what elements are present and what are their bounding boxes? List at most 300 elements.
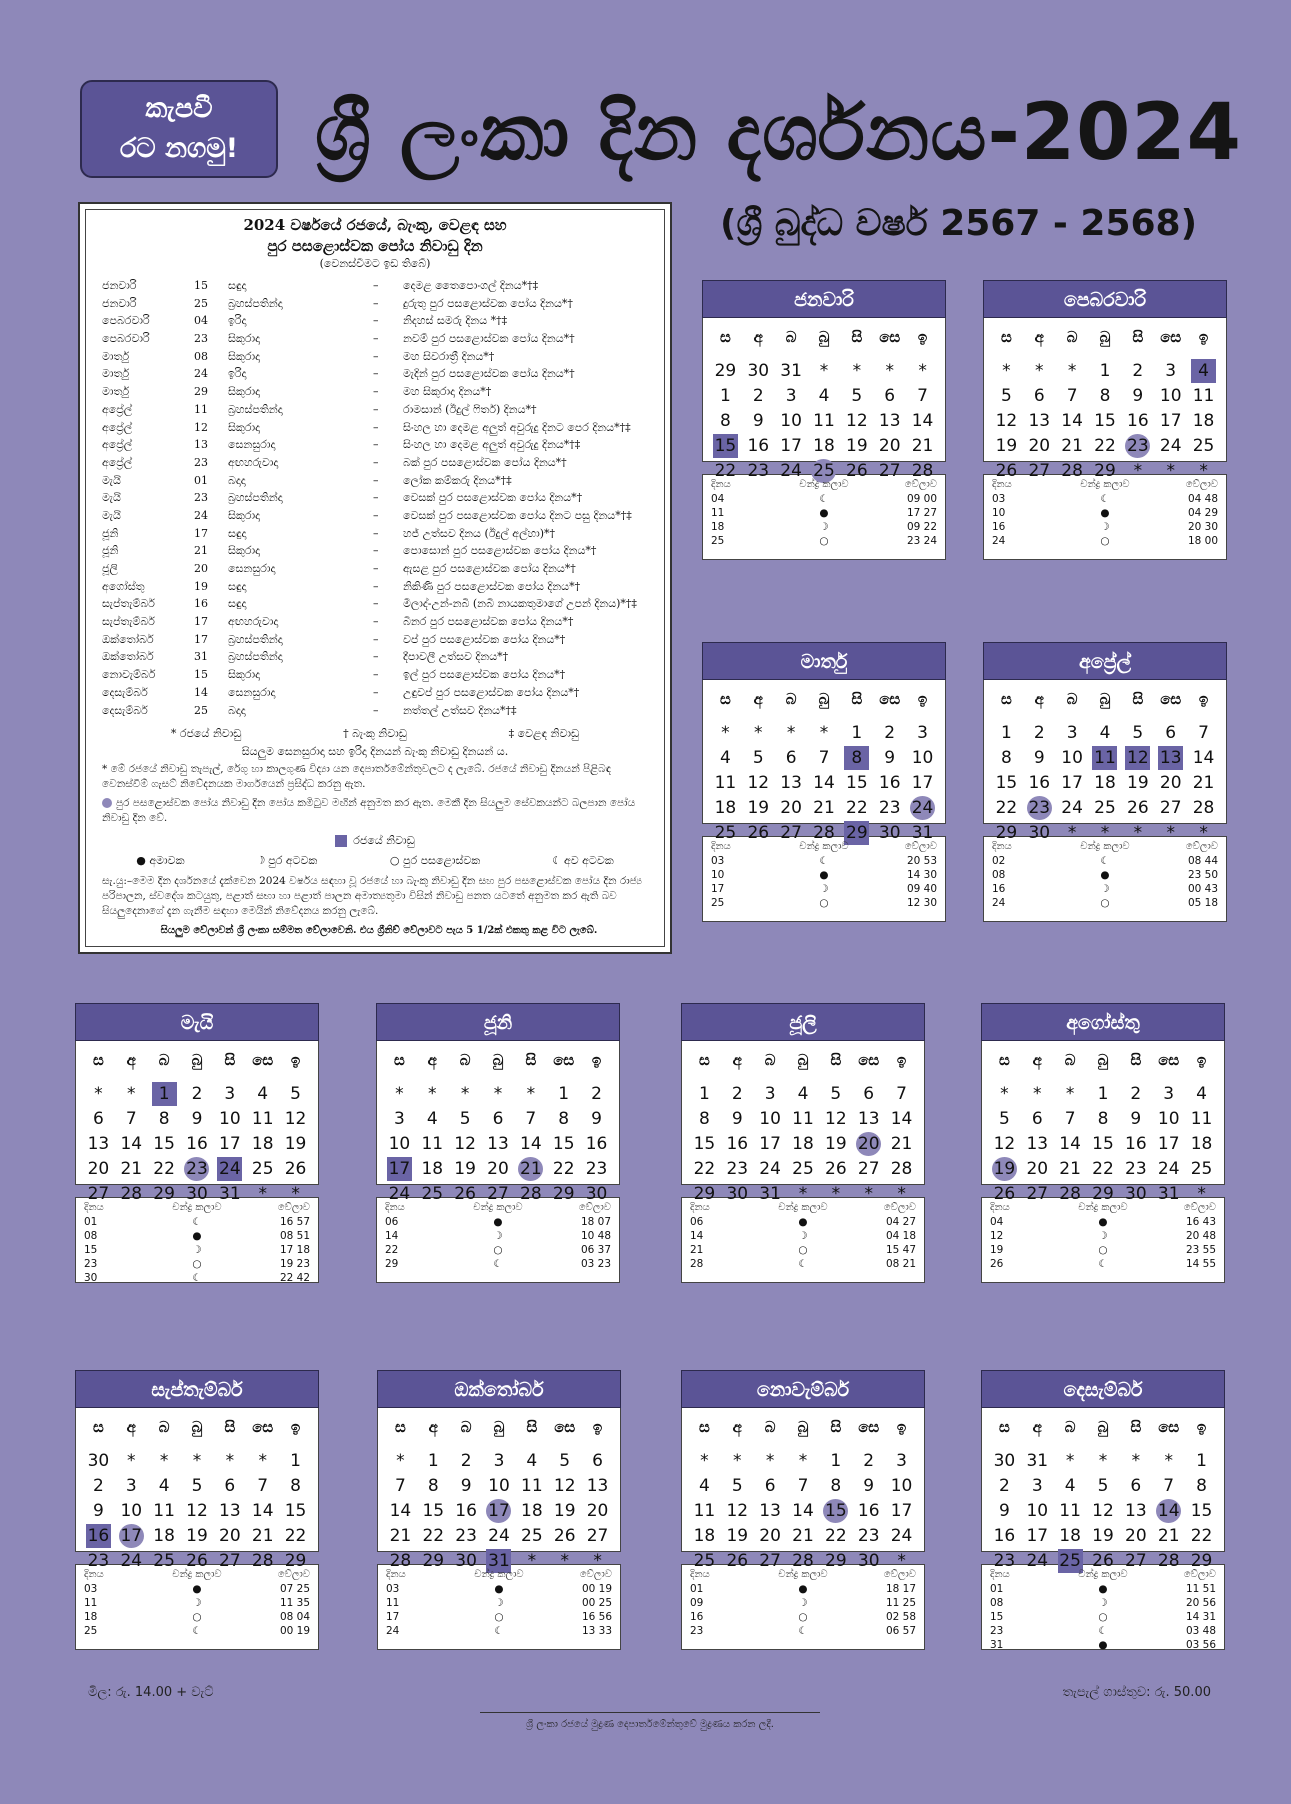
day-cell bbox=[115, 1081, 148, 1106]
day-cell bbox=[1152, 1523, 1185, 1548]
day-number: 16 bbox=[993, 1525, 1016, 1546]
day-number: 29 bbox=[693, 1183, 716, 1204]
day-number: 11 bbox=[792, 1108, 814, 1129]
holiday-month: ජූලි bbox=[102, 562, 118, 575]
day-cell bbox=[990, 770, 1023, 795]
phase-date: 03 bbox=[711, 855, 725, 867]
holiday-month: මාර්තු bbox=[102, 385, 130, 399]
month-grid bbox=[681, 1408, 925, 1571]
holiday-weekday: සඳුදා bbox=[228, 279, 247, 292]
weekday-label: සි bbox=[526, 1418, 538, 1436]
moon-phase-row bbox=[990, 1638, 1216, 1652]
moon-phase-header bbox=[992, 840, 1218, 854]
holiday-row bbox=[80, 383, 670, 401]
day-cell bbox=[1119, 1523, 1152, 1548]
phase-header-phase: චන්ද්‍ර කලාව bbox=[799, 479, 849, 490]
day-number: * bbox=[885, 360, 894, 381]
note-poya-row bbox=[80, 796, 670, 826]
moon-phase-icon: ☾ bbox=[798, 1258, 808, 1270]
day-cell bbox=[840, 383, 873, 408]
moon-phase-row bbox=[690, 1257, 916, 1271]
holiday-name: වප් පුර පසළොස්වක පෝය දිනය*† bbox=[403, 632, 566, 646]
phase-date: 09 bbox=[690, 1597, 704, 1609]
moon-phase-icon: ☾ bbox=[494, 1625, 504, 1637]
phase-date: 23 bbox=[84, 1258, 98, 1270]
day-cell bbox=[873, 720, 906, 745]
phase-date: 10 bbox=[992, 507, 1006, 519]
holiday-day: 25 bbox=[194, 703, 208, 717]
day-number: 14 bbox=[1061, 410, 1083, 431]
day-cell bbox=[885, 1106, 918, 1131]
day-cell bbox=[819, 1523, 852, 1548]
phase-date: 29 bbox=[385, 1258, 399, 1270]
moon-phase-icon: ○ bbox=[494, 1611, 504, 1623]
weekday-label: සි bbox=[1132, 328, 1144, 346]
day-number: 1 bbox=[1196, 1450, 1207, 1471]
moon-phase-icon: ☽ bbox=[1100, 521, 1110, 533]
phase-time: 18 07 bbox=[580, 1216, 611, 1228]
holiday-weekday: බ්‍රහස්පතින්දා bbox=[228, 296, 283, 310]
day-number: 13 bbox=[1159, 747, 1182, 768]
day-number: 17 bbox=[759, 1133, 781, 1154]
day-number: 27 bbox=[780, 822, 802, 843]
day-cell bbox=[721, 1473, 754, 1498]
weekday-label: සි bbox=[1132, 690, 1144, 708]
day-number: * bbox=[918, 360, 927, 381]
day-number: 7 bbox=[1198, 722, 1209, 743]
day-number: * bbox=[1100, 822, 1110, 843]
month-name: මැයි bbox=[75, 1003, 319, 1041]
moon-phase-icon: ● bbox=[819, 507, 829, 519]
day-cell bbox=[873, 433, 906, 458]
day-cell bbox=[852, 1106, 885, 1131]
moon-phase-icon: ☾ bbox=[493, 1258, 503, 1270]
day-cell bbox=[1152, 1081, 1185, 1106]
moon-phase-icon: ○ bbox=[192, 1611, 202, 1623]
phase-time: 06 37 bbox=[580, 1244, 611, 1256]
day-cell bbox=[483, 1473, 516, 1498]
moon-phase-icon: ● bbox=[493, 1216, 503, 1228]
day-number: 31 bbox=[219, 1183, 241, 1204]
day-cell bbox=[688, 1106, 721, 1131]
day-number: 4 bbox=[1191, 359, 1216, 383]
day-number: 12 bbox=[553, 1475, 576, 1496]
day-cell bbox=[1152, 1448, 1185, 1473]
day-cell bbox=[1087, 1156, 1120, 1181]
day-cell bbox=[1023, 720, 1056, 745]
moon-phase-header bbox=[711, 478, 937, 492]
day-number: 21 bbox=[911, 435, 934, 456]
day-cell bbox=[840, 408, 873, 433]
weekday-label: සෙ bbox=[1160, 690, 1182, 708]
holiday-row bbox=[80, 348, 670, 366]
day-number: 21 bbox=[890, 1133, 913, 1154]
day-cell bbox=[1087, 1498, 1120, 1523]
holiday-month: මාර්තු bbox=[102, 367, 130, 381]
day-number: * bbox=[831, 1183, 841, 1204]
weekday-header bbox=[988, 1045, 1218, 1075]
day-number: 25 bbox=[1094, 797, 1116, 818]
day-cell bbox=[1089, 720, 1122, 745]
moon-phase-icon: ● bbox=[192, 1583, 202, 1595]
phase-date: 17 bbox=[386, 1611, 400, 1623]
day-number: 20 bbox=[759, 1525, 781, 1546]
day-number: 6 bbox=[224, 1475, 236, 1496]
day-number: * bbox=[1133, 460, 1143, 481]
phase-time: 03 56 bbox=[1185, 1639, 1216, 1651]
day-number: 2 bbox=[191, 1083, 203, 1104]
day-number: 30 bbox=[186, 1183, 208, 1204]
day-cell bbox=[1021, 1106, 1054, 1131]
day-cell bbox=[709, 720, 742, 745]
moon-phase-row bbox=[711, 868, 937, 882]
day-cell bbox=[742, 720, 775, 745]
holiday-dash: – bbox=[373, 438, 379, 452]
day-number: 16 bbox=[186, 1133, 208, 1154]
day-number: 2 bbox=[752, 385, 764, 406]
day-number: 9 bbox=[591, 1108, 602, 1129]
holiday-dash: – bbox=[373, 615, 379, 629]
day-cell bbox=[885, 1498, 918, 1523]
day-cell bbox=[1087, 1131, 1120, 1156]
holiday-dash: – bbox=[373, 473, 379, 487]
day-number: 1 bbox=[152, 1082, 177, 1106]
day-number: 21 bbox=[120, 1158, 143, 1179]
day-cell bbox=[581, 1448, 614, 1473]
weekday-label: ස bbox=[93, 1418, 104, 1436]
day-number: 24 bbox=[780, 460, 802, 481]
phase-time: 14 31 bbox=[1185, 1611, 1216, 1623]
day-number: 4 bbox=[797, 1083, 809, 1104]
moon-phase-table bbox=[702, 474, 946, 560]
holiday-name: දුරුතු පුර පසළොස්වක පෝය දිනය*† bbox=[403, 296, 573, 310]
day-number: 22 bbox=[1094, 435, 1116, 456]
moon-phase-icon: ☾ bbox=[192, 1216, 202, 1228]
weekday-label: සෙ bbox=[554, 1418, 576, 1436]
holiday-month: දෙසැම්බර් bbox=[102, 685, 148, 699]
day-number: 15 bbox=[995, 772, 1018, 793]
phase-time: 00 43 bbox=[1187, 883, 1218, 895]
month-name: ජූලි bbox=[681, 1003, 925, 1041]
moon-phase-row bbox=[84, 1596, 310, 1610]
day-number: 13 bbox=[1028, 410, 1051, 431]
moon-phase-row bbox=[992, 534, 1218, 548]
phase-date: 11 bbox=[84, 1597, 98, 1609]
day-number: 17 bbox=[780, 435, 802, 456]
note-public: * මේ රජයේ නිවාඩු තැපැල්, රේගු හා කාලගුණ විද්‍යා යන දෙපාර්තමේන්තුවලට ද ලැබේ. රජයේ නිවාඩු දිනයන් පිළිබඳ වෙනස්වීම් ගැසට් නිවේදනයක මාර්ගයෙන් ප්‍රසිද්ධ කරනු ඇත. bbox=[102, 763, 612, 791]
moon-phase-icon: ○ bbox=[798, 1611, 808, 1623]
day-number: 7 bbox=[797, 1475, 809, 1496]
day-number: 25 bbox=[153, 1550, 175, 1571]
holiday-dash: – bbox=[373, 296, 379, 310]
moon-phase-icon: ○ bbox=[798, 1244, 808, 1256]
day-number: 16 bbox=[747, 435, 770, 456]
moon-phase-row bbox=[990, 1624, 1216, 1638]
day-number: 1 bbox=[699, 1083, 710, 1104]
holiday-weekday: අඟහරුවාදා bbox=[228, 455, 279, 469]
holiday-weekday: සිකුරාදා bbox=[228, 349, 260, 363]
day-cell bbox=[754, 1498, 787, 1523]
holiday-day: 23 bbox=[194, 455, 208, 469]
day-number: * bbox=[1065, 1450, 1075, 1471]
phase-date: 24 bbox=[992, 897, 1006, 909]
month-calendar bbox=[75, 1370, 319, 1650]
day-number: 24 bbox=[1159, 435, 1182, 456]
month-name: සැප්තැම්බර් bbox=[75, 1370, 319, 1408]
moon-phase-header bbox=[690, 1201, 916, 1215]
moon-phase-icon: ○ bbox=[493, 1244, 503, 1256]
day-number: 28 bbox=[1192, 797, 1215, 818]
weekday-label: ඉ bbox=[592, 1418, 603, 1436]
weekday-label: ඉ bbox=[917, 690, 928, 708]
day-cell bbox=[1187, 383, 1220, 408]
day-cell bbox=[1054, 1131, 1087, 1156]
day-cell bbox=[279, 1523, 312, 1548]
weekday-label: අ bbox=[1032, 1418, 1042, 1436]
day-number: 5 bbox=[999, 1108, 1010, 1129]
moon-phase-icon: ○ bbox=[1100, 535, 1110, 547]
weekday-label: ඉ bbox=[290, 1418, 301, 1436]
day-number: 29 bbox=[846, 822, 868, 843]
day-cell bbox=[246, 1106, 279, 1131]
day-number: 28 bbox=[911, 460, 934, 481]
month-calendar bbox=[702, 642, 946, 922]
day-cell bbox=[246, 1523, 279, 1548]
day-cell bbox=[1021, 1498, 1054, 1523]
weekday-label: සි bbox=[851, 328, 863, 346]
day-cell bbox=[787, 1131, 820, 1156]
day-number: 24 bbox=[219, 1158, 241, 1179]
day-cell bbox=[1087, 1523, 1120, 1548]
day-cell bbox=[449, 1131, 482, 1156]
phase-date: 16 bbox=[690, 1611, 704, 1623]
phase-time: 11 35 bbox=[279, 1597, 310, 1609]
day-number: 8 bbox=[844, 746, 869, 770]
month-name: නොවැම්බර් bbox=[681, 1370, 925, 1408]
phase-time: 16 43 bbox=[1185, 1216, 1216, 1228]
day-cell bbox=[775, 795, 808, 820]
phase-header-time: වේලාව bbox=[578, 1202, 611, 1213]
day-number: 5 bbox=[1001, 385, 1012, 406]
weekday-label: අ bbox=[753, 328, 763, 346]
phase-header-date: දිනය bbox=[386, 1569, 406, 1580]
phase-time: 11 25 bbox=[885, 1597, 916, 1609]
day-cell bbox=[990, 720, 1023, 745]
day-cell bbox=[1054, 1473, 1087, 1498]
day-number: * bbox=[1002, 360, 1011, 381]
holiday-weekday: බ්‍රහස්පතින්දා bbox=[228, 650, 283, 664]
day-cell bbox=[988, 1081, 1021, 1106]
day-cell bbox=[787, 1106, 820, 1131]
day-number: 2 bbox=[1033, 722, 1045, 743]
day-number: 26 bbox=[726, 1550, 749, 1571]
day-cell bbox=[721, 1131, 754, 1156]
day-number: 10 bbox=[1026, 1500, 1049, 1521]
day-cell bbox=[181, 1448, 214, 1473]
holiday-dash: – bbox=[373, 332, 379, 346]
day-number: 13 bbox=[586, 1475, 609, 1496]
weekday-header bbox=[688, 1412, 918, 1442]
day-number: 19 bbox=[995, 435, 1018, 456]
holiday-day: 04 bbox=[194, 314, 208, 328]
day-cell bbox=[1185, 1081, 1218, 1106]
holiday-month: දෙසැම්බර් bbox=[102, 703, 148, 717]
day-number: 6 bbox=[492, 1108, 504, 1129]
holiday-month: අප්‍රේල් bbox=[102, 402, 133, 416]
day-cell bbox=[787, 1448, 820, 1473]
weekday-label: අ bbox=[732, 1418, 742, 1436]
day-number: 9 bbox=[1130, 1108, 1142, 1129]
day-cell bbox=[988, 1498, 1021, 1523]
day-number: 26 bbox=[1127, 797, 1149, 818]
weekday-label: සෙ bbox=[858, 1418, 880, 1436]
day-cell bbox=[808, 358, 841, 383]
holiday-name: ඉල් පුර පසළොස්වක පෝය දිනය*† bbox=[403, 668, 566, 682]
day-cell bbox=[1121, 383, 1154, 408]
day-cell bbox=[213, 1131, 246, 1156]
day-number: 25 bbox=[421, 1183, 444, 1204]
day-cell bbox=[840, 770, 873, 795]
day-cell bbox=[1087, 1448, 1120, 1473]
holiday-row bbox=[80, 454, 670, 472]
day-cell bbox=[1054, 1106, 1087, 1131]
day-cell bbox=[1023, 433, 1056, 458]
holiday-weekday: බදාදා bbox=[228, 703, 246, 717]
phase-time: 07 25 bbox=[279, 1583, 310, 1595]
moon-phase-icon: ○ bbox=[1100, 897, 1110, 909]
moon-phase-row bbox=[690, 1582, 916, 1596]
day-cell bbox=[547, 1156, 580, 1181]
day-number: 29 bbox=[995, 822, 1018, 843]
day-number: 25 bbox=[792, 1158, 814, 1179]
day-number: 15 bbox=[714, 435, 737, 456]
key-mercantile: ‡ වෙළඳ නිවාඩු bbox=[508, 727, 580, 741]
day-number: 4 bbox=[720, 747, 731, 768]
day-cell bbox=[246, 1448, 279, 1473]
holiday-list-panel bbox=[78, 202, 672, 954]
day-number: 24 bbox=[120, 1550, 143, 1571]
day-cell bbox=[246, 1131, 279, 1156]
day-cell bbox=[819, 1473, 852, 1498]
postage-label: තැපැල් ගාස්තුව: රු. 50.00 bbox=[1062, 1685, 1211, 1700]
day-number: 4 bbox=[1196, 1083, 1207, 1104]
day-cell bbox=[990, 383, 1023, 408]
phase-time: 03 48 bbox=[1185, 1625, 1216, 1637]
day-number: * bbox=[897, 1550, 906, 1571]
day-cell bbox=[1021, 1448, 1054, 1473]
day-number: 2 bbox=[999, 1475, 1010, 1496]
moon-phase-header bbox=[690, 1568, 916, 1582]
day-cell bbox=[1056, 433, 1089, 458]
day-number: 18 bbox=[1192, 410, 1215, 431]
phase-date: 24 bbox=[992, 535, 1006, 547]
day-cell bbox=[990, 408, 1023, 433]
phase-date: 04 bbox=[711, 493, 725, 505]
holiday-day: 24 bbox=[194, 508, 208, 522]
holiday-row bbox=[80, 507, 670, 525]
day-number: 14 bbox=[520, 1133, 542, 1154]
moon-phase-row bbox=[992, 882, 1218, 896]
phase-header-time: වේලාව bbox=[883, 1569, 916, 1580]
day-cell bbox=[246, 1156, 279, 1181]
holiday-dash: – bbox=[373, 508, 379, 522]
day-number: * bbox=[1067, 822, 1077, 843]
day-cell bbox=[383, 1156, 416, 1181]
moon-phase-row bbox=[690, 1596, 916, 1610]
day-number: * bbox=[593, 1550, 602, 1571]
day-number: 4 bbox=[526, 1450, 538, 1471]
phase-date: 01 bbox=[84, 1216, 98, 1228]
day-cell bbox=[1087, 1106, 1120, 1131]
phase-time: 17 27 bbox=[906, 507, 937, 519]
moon-phase-row bbox=[84, 1243, 310, 1257]
day-cell bbox=[688, 1523, 721, 1548]
holiday-weekday: සිකුරාදා bbox=[228, 668, 260, 682]
day-cell bbox=[988, 1473, 1021, 1498]
holiday-dash: – bbox=[373, 632, 379, 646]
day-number: 25 bbox=[1059, 1550, 1081, 1571]
weekday-label: ස bbox=[720, 328, 731, 346]
day-cell bbox=[115, 1131, 148, 1156]
day-number: 23 bbox=[993, 1550, 1016, 1571]
weekday-label: බු bbox=[797, 1418, 809, 1436]
phase-time: 00 19 bbox=[279, 1625, 310, 1637]
holiday-month: අප්‍රේල් bbox=[102, 438, 133, 452]
day-cell bbox=[1023, 795, 1056, 820]
phase-header-phase: චන්ද්‍ර කලාව bbox=[473, 1202, 523, 1213]
day-number: 24 bbox=[488, 1525, 510, 1546]
phase-time: 08 44 bbox=[1187, 855, 1218, 867]
weekday-label: සි bbox=[224, 1051, 236, 1069]
day-number: 2 bbox=[1132, 360, 1144, 381]
holiday-key bbox=[120, 727, 630, 741]
day-cell bbox=[885, 1473, 918, 1498]
day-number: 7 bbox=[896, 1083, 907, 1104]
moon-phase-icon: ● bbox=[1098, 1216, 1108, 1228]
holiday-month: ජනවාරි bbox=[102, 279, 137, 292]
day-number: * bbox=[1035, 360, 1044, 381]
moon-phase-icon: ☾ bbox=[1098, 1625, 1108, 1637]
day-cell bbox=[709, 383, 742, 408]
day-number: 12 bbox=[993, 1133, 1016, 1154]
day-number: 10 bbox=[890, 1475, 913, 1496]
day-cell bbox=[988, 1448, 1021, 1473]
day-number: 3 bbox=[1165, 360, 1177, 381]
day-cell bbox=[1152, 1131, 1185, 1156]
month-grid bbox=[702, 318, 946, 481]
day-number: 13 bbox=[219, 1500, 241, 1521]
day-number: 23 bbox=[1028, 797, 1051, 818]
day-number: 17 bbox=[890, 1500, 913, 1521]
day-cell bbox=[873, 745, 906, 770]
day-cell bbox=[483, 1448, 516, 1473]
phase-time: 14 30 bbox=[906, 869, 937, 881]
day-number: * bbox=[526, 1083, 536, 1104]
weekday-label: බු bbox=[493, 1418, 505, 1436]
day-cell bbox=[213, 1523, 246, 1548]
day-number: 27 bbox=[586, 1525, 609, 1546]
day-number: 24 bbox=[1061, 797, 1083, 818]
holiday-name: මැදින් පුර පසළොස්වක පෝය දිනය*† bbox=[403, 367, 575, 381]
phase-header-phase: චන්ද්‍ර කලාව bbox=[172, 1569, 222, 1580]
phase-header-date: දිනය bbox=[690, 1202, 710, 1213]
phase-time: 02 58 bbox=[885, 1611, 916, 1623]
day-number: 14 bbox=[1157, 1500, 1180, 1521]
moon-phase-row bbox=[990, 1229, 1216, 1243]
moon-phase-icon: ☽ bbox=[493, 1230, 503, 1242]
holiday-day: 23 bbox=[194, 332, 208, 346]
day-number: 16 bbox=[1127, 410, 1149, 431]
